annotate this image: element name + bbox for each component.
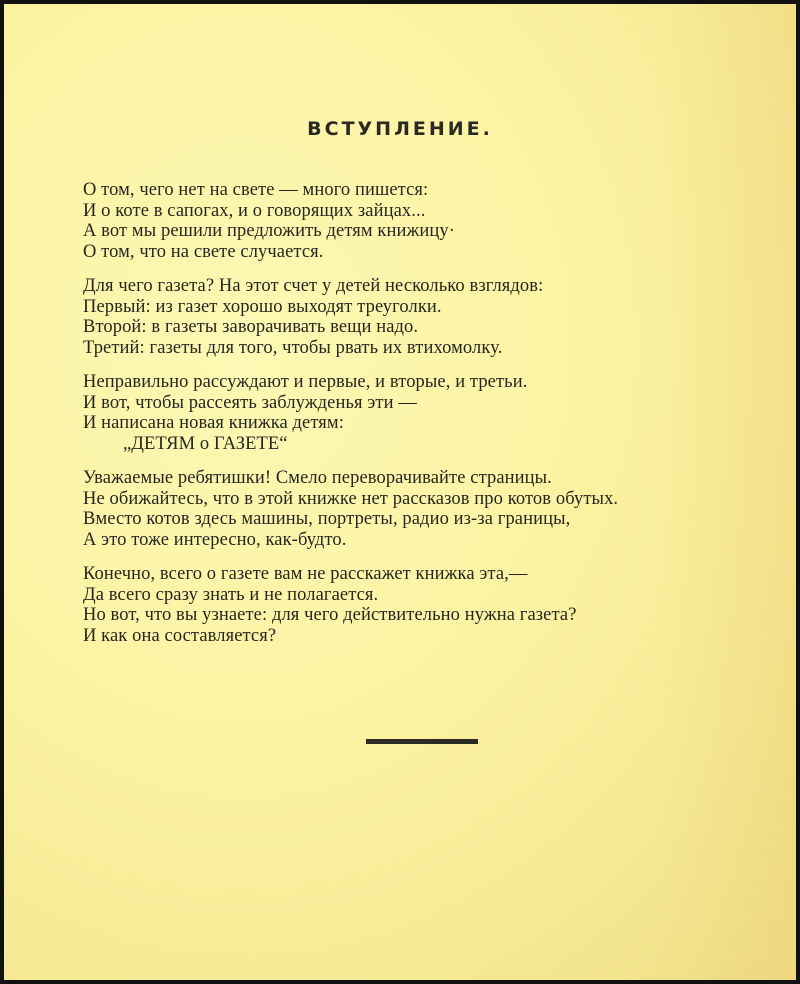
stanza-2 bbox=[83, 276, 763, 358]
stanza-4 bbox=[83, 468, 763, 550]
stanza-1 bbox=[83, 180, 763, 262]
poem-line: А это тоже интересно, как-будто. bbox=[83, 529, 347, 550]
page-title: ВСТУПЛЕНИЕ. bbox=[307, 118, 493, 140]
stanza-5 bbox=[83, 564, 763, 646]
poem-line: Конечно, всего о газете вам не расскажет книжка эта,— bbox=[83, 564, 528, 584]
poem-line: Уважаемые ребятишки! Смело переворачивайте страницы. bbox=[83, 468, 552, 488]
poem-line: Но вот, что вы узнаете: для чего действительно нужна газета? bbox=[83, 605, 577, 625]
poem-line: Первый: из газет хорошо выходят треуголки. bbox=[83, 296, 442, 317]
poem-line: И вот, чтобы рассеять заблужденья эти — bbox=[83, 392, 417, 413]
end-divider-rule bbox=[366, 739, 478, 744]
poem-line: И о коте в сапогах, и о говорящих зайцах... bbox=[83, 200, 426, 221]
poem-line: Второй: в газеты заворачивать вещи надо. bbox=[83, 317, 419, 337]
poem-line: Да всего сразу знать и не полагается. bbox=[83, 584, 379, 605]
poem-line: И как она составляется? bbox=[83, 625, 277, 646]
stanza-3 bbox=[83, 372, 763, 454]
poem-line: Не обижайтесь, что в этой книжке нет рассказов про котов обутых. bbox=[83, 488, 619, 509]
poem-line: О том, что на свете случается. bbox=[83, 241, 324, 262]
poem-line: Неправильно рассуждают и первые, и вторые, и третьи. bbox=[83, 372, 528, 392]
poem-line: Третий: газеты для того, чтобы рвать их втихомолку. bbox=[83, 337, 503, 358]
book-page bbox=[4, 4, 796, 980]
poem-line: Вместо котов здесь машины, портреты, радио из-за границы, bbox=[83, 509, 571, 529]
poem-body bbox=[83, 180, 763, 660]
poem-line: О том, чего нет на свете — много пишется: bbox=[83, 180, 429, 200]
book-title-quote: „ДЕТЯМ о ГАЗЕТЕ“ bbox=[123, 433, 288, 454]
poem-line: И написана новая книжка детям: bbox=[83, 413, 344, 433]
poem-line: Для чего газета? На этот счет у детей несколько взглядов: bbox=[83, 276, 544, 296]
poem-line: А вот мы решили предложить детям книжицу· bbox=[83, 221, 456, 241]
